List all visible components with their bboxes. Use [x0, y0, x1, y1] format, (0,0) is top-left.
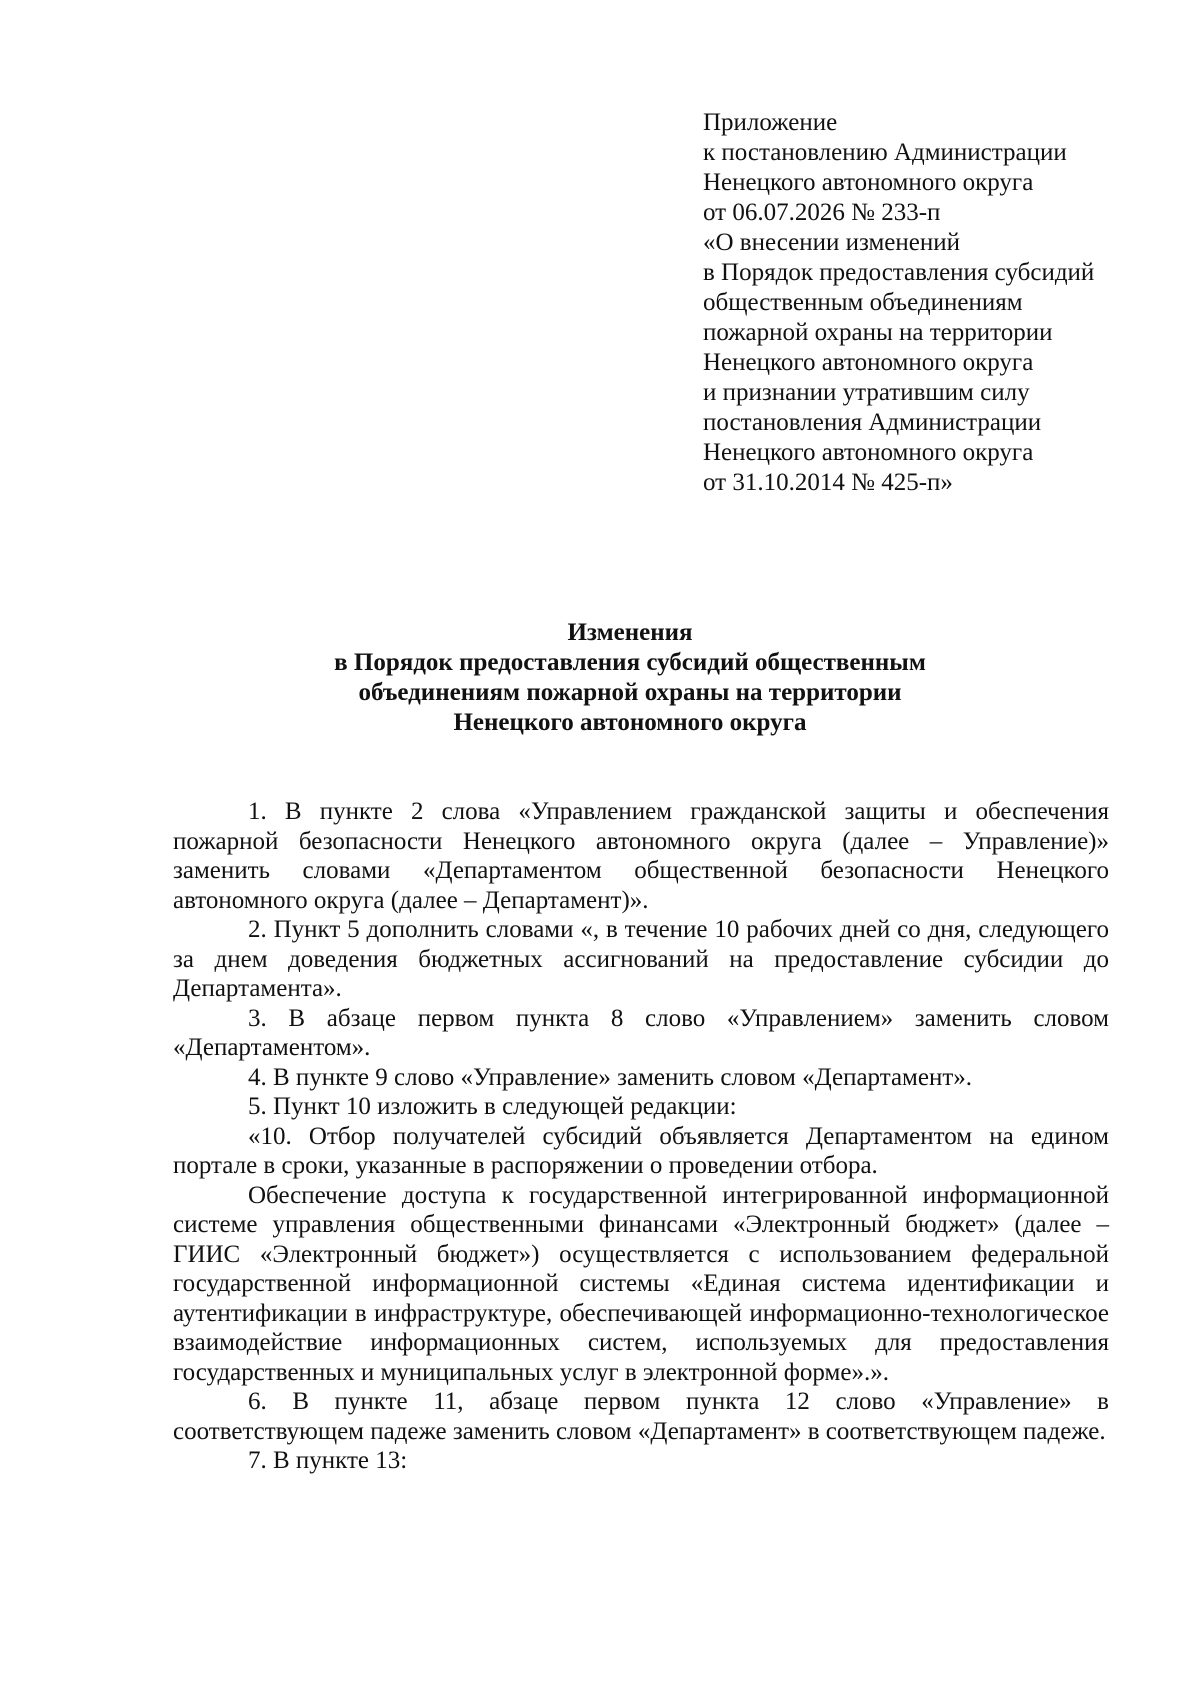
- appendix-line: в Порядок предоставления субсидий: [703, 259, 1095, 286]
- document-body: [173, 797, 1109, 1476]
- quoted-paragraph-access: Обеспечение доступа к государственной интегрированной информационной системе управления общественными финансами «Электронный бюджет» (далее – ГИИС «Электронный бюджет») осуществляется с использованием федеральной государственной информационной системы «Единая система идентификации и аутентификации в инфраструктуре, обеспечивающей информационно-технологическое взаимодействие информационных систем, используемых для предоставления государственных и муниципальных услуг в электронной форме».».: [173, 1181, 1109, 1386]
- paragraph-item-7: 7. В пункте 13:: [248, 1447, 408, 1474]
- paragraph-item-5: 5. Пункт 10 изложить в следующей редакции:: [248, 1093, 737, 1120]
- appendix-line: и признании утратившим силу: [703, 379, 1030, 406]
- appendix-line: к постановлению Администрации: [703, 139, 1067, 166]
- appendix-line: Ненецкого автономного округа: [703, 439, 1034, 466]
- appendix-line: Приложение: [703, 109, 838, 136]
- paragraph-item-4: 4. В пункте 9 слово «Управление» заменить словом «Департамент».: [248, 1063, 973, 1091]
- appendix-block: [703, 108, 1163, 498]
- title-line: Изменения: [567, 619, 693, 646]
- paragraph-item-1: 1. В пункте 2 слова «Управлением гражданской защиты и обеспечения пожарной безопасности Ненецкого автономного округа (далее – Управление)» заменить словами «Департаментом общественной безопасности Ненецкого автономного округа (далее – Департамент)».: [173, 798, 1109, 914]
- title-line: Ненецкого автономного округа: [453, 709, 807, 736]
- quoted-paragraph-10: «10. Отбор получателей субсидий объявляется Департаментом на едином портале в сроки, указанные в распоряжении о проведении отбора.: [173, 1122, 1109, 1179]
- appendix-line: от 31.10.2014 № 425-п»: [703, 469, 953, 496]
- paragraph-item-3: 3. В абзаце первом пункта 8 слово «Управлением» заменить словом «Департаментом».: [173, 1004, 1109, 1061]
- appendix-line: пожарной охраны на территории: [703, 319, 1053, 346]
- appendix-line: «О внесении изменений: [703, 229, 961, 256]
- appendix-line: Ненецкого автономного округа: [703, 169, 1034, 196]
- paragraph-item-2: 2. Пункт 5 дополнить словами «, в течение 10 рабочих дней со дня, следующего за днем доведения бюджетных ассигнований на предоставление субсидии до Департамента».: [173, 916, 1109, 1002]
- document-title: [170, 618, 1090, 738]
- appendix-line: постановления Администрации: [703, 409, 1042, 436]
- title-line: объединениям пожарной охраны на территории: [358, 679, 902, 706]
- title-line: в Порядок предоставления субсидий общественным: [334, 649, 926, 676]
- paragraph-item-6: 6. В пункте 11, абзаце первом пункта 12 слово «Управление» в соответствующем падеже заменить словом «Департамент» в соответствующем падеже.: [173, 1388, 1109, 1445]
- appendix-line: от 06.07.2026 № 233-п: [703, 199, 941, 226]
- appendix-line: общественным объединениям: [703, 289, 1023, 316]
- appendix-line: Ненецкого автономного округа: [703, 349, 1034, 376]
